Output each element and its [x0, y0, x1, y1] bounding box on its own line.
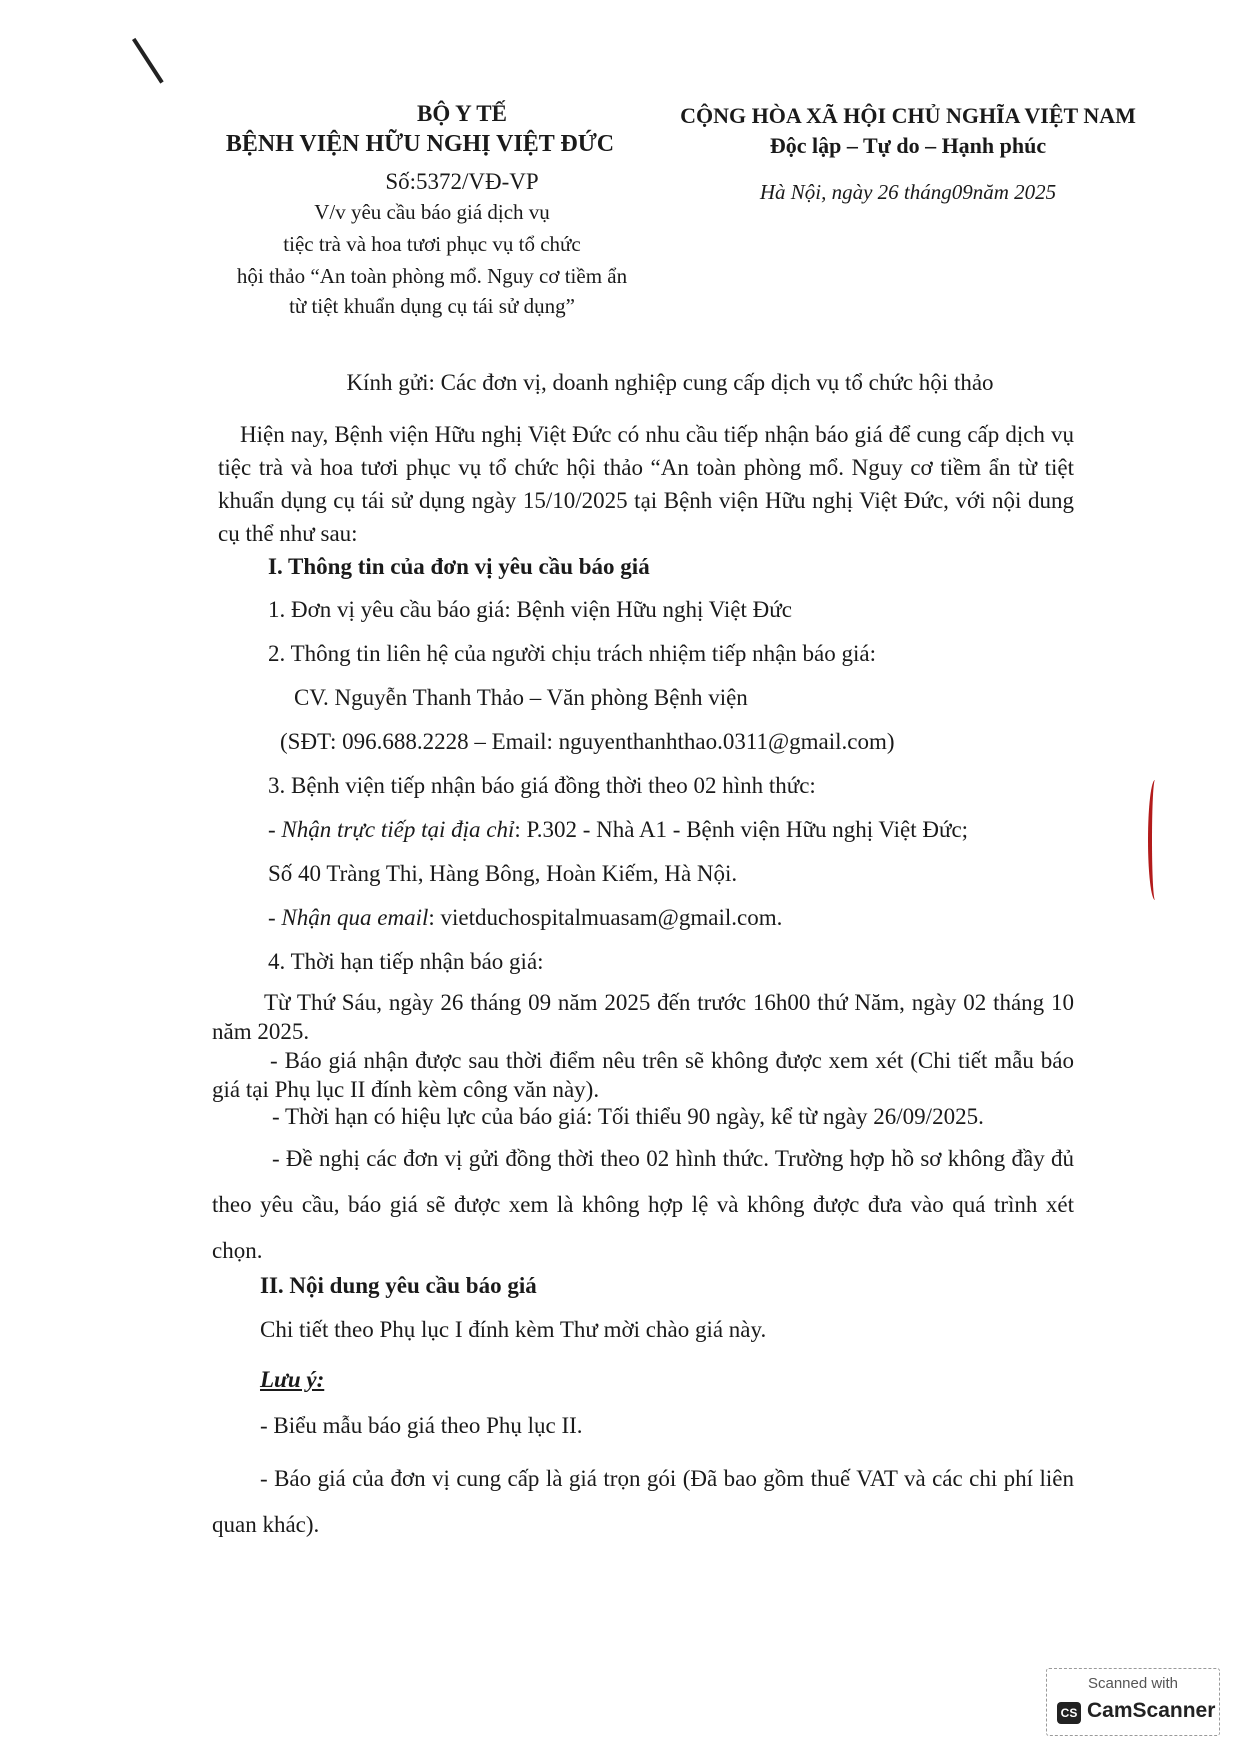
- recipient-line: Kính gửi: Các đơn vị, doanh nghiệp cung cấp dịch vụ tổ chức hội thảo: [346, 370, 994, 395]
- document-date: Hà Nội, ngày 26 tháng09năm 2025: [759, 180, 1057, 204]
- red-stamp-edge: [1148, 780, 1162, 900]
- section-1-heading: I. Thông tin của đơn vị yêu cầu báo giá: [268, 554, 650, 579]
- submission-email: : vietduchospitalmuasam@gmail.com.: [428, 905, 783, 930]
- quote-validity: - Thời hạn có hiệu lực của báo giá: Tối thiểu 90 ngày, kể từ ngày 26/09/2025.: [272, 1104, 984, 1129]
- hospital-name: BỆNH VIỆN HỮU NGHỊ VIỆT ĐỨC: [225, 131, 615, 157]
- note-form-template: - Biểu mẫu báo giá theo Phụ lục II.: [260, 1413, 583, 1438]
- submission-request: - Đề nghị các đơn vị gửi đồng thời theo 02 hình thức. Trường hợp hồ sơ không đầy đủ theo yêu cầu, báo giá sẽ được xem là không hợp lệ và không được đưa vào quá trình xét chọn.: [212, 1146, 1074, 1263]
- subject-line-3: hội thảo “An toàn phòng mổ. Nguy cơ tiềm ẩn: [236, 264, 628, 288]
- scanned-with-text: Scanned with: [1087, 1675, 1179, 1692]
- section-2-heading: II. Nội dung yêu cầu báo giá: [260, 1273, 537, 1298]
- direct-submission-label: - Nhận trực tiếp tại địa chỉ: [268, 817, 515, 842]
- submission-methods: 3. Bệnh viện tiếp nhận báo giá đồng thời theo 02 hình thức:: [268, 773, 816, 798]
- republic-title: CỘNG HÒA XÃ HỘI CHỦ NGHĨA VIỆT NAM: [680, 103, 1136, 128]
- contact-person: CV. Nguyễn Thanh Thảo – Văn phòng Bệnh viện: [294, 685, 748, 710]
- deadline-period: Từ Thứ Sáu, ngày 26 tháng 09 năm 2025 đến trước 16h00 thứ Năm, ngày 02 tháng 10 năm 2025.: [212, 990, 1074, 1044]
- contact-info-label: 2. Thông tin liên hệ của người chịu trách nhiệm tiếp nhận báo giá:: [268, 641, 876, 666]
- ministry-name: BỘ Y TẾ: [417, 101, 507, 126]
- camscanner-watermark: [1046, 1668, 1220, 1736]
- subject-line-1: V/v yêu cầu báo giá dịch vụ: [314, 200, 550, 224]
- contact-phone-email: (SĐT: 096.688.2228 – Email: nguyenthanhthao.0311@gmail.com): [280, 729, 895, 754]
- camscanner-logo-icon: CS: [1057, 1702, 1081, 1724]
- requester-unit: 1. Đơn vị yêu cầu báo giá: Bệnh viện Hữu nghị Việt Đức: [268, 597, 792, 622]
- direct-submission-address: : P.302 - Nhà A1 - Bệnh viện Hữu nghị Việt Đức;: [514, 817, 969, 842]
- subject-line-2: tiệc trà và hoa tươi phục vụ tổ chức: [283, 232, 581, 256]
- camscanner-brand: CamScanner: [1087, 1699, 1216, 1722]
- hospital-address: Số 40 Tràng Thi, Hàng Bông, Hoàn Kiếm, Hà Nội.: [268, 861, 738, 886]
- email-submission-label: - Nhận qua email: [268, 905, 429, 930]
- section-2-detail: Chi tiết theo Phụ lục I đính kèm Thư mời chào giá này.: [260, 1317, 767, 1342]
- late-quote-note: - Báo giá nhận được sau thời điểm nêu trên sẽ không được xem xét (Chi tiết mẫu báo giá tại Phụ lục II đính kèm công văn này).: [212, 1048, 1074, 1102]
- email-submission-line: [268, 904, 782, 932]
- pen-stroke-mark: [132, 38, 164, 84]
- note-package-price: - Báo giá của đơn vị cung cấp là giá trọn gói (Đã bao gồm thuế VAT và các chi phí liên quan khác).: [212, 1466, 1074, 1537]
- national-motto: Độc lập – Tự do – Hạnh phúc: [769, 133, 1047, 158]
- document-number: Số:5372/VĐ-VP: [385, 169, 539, 194]
- direct-submission-line: [268, 816, 968, 844]
- intro-paragraph: Hiện nay, Bệnh viện Hữu nghị Việt Đức có nhu cầu tiếp nhận báo giá để cung cấp dịch vụ tiệc trà và hoa tươi phục vụ tổ chức hội thảo “An toàn phòng mổ. Nguy cơ tiềm ẩn từ tiệt khuẩn dụng cụ tái sử dụng ngày 15/10/2025 tại Bệnh viện Hữu nghị Việt Đức, với nội dung cụ thể như sau:: [218, 422, 1074, 546]
- subject-line-4: từ tiệt khuẩn dụng cụ tái sử dụng”: [289, 294, 575, 318]
- deadline-label: 4. Thời hạn tiếp nhận báo giá:: [268, 949, 544, 974]
- notes-heading: Lưu ý:: [260, 1367, 325, 1392]
